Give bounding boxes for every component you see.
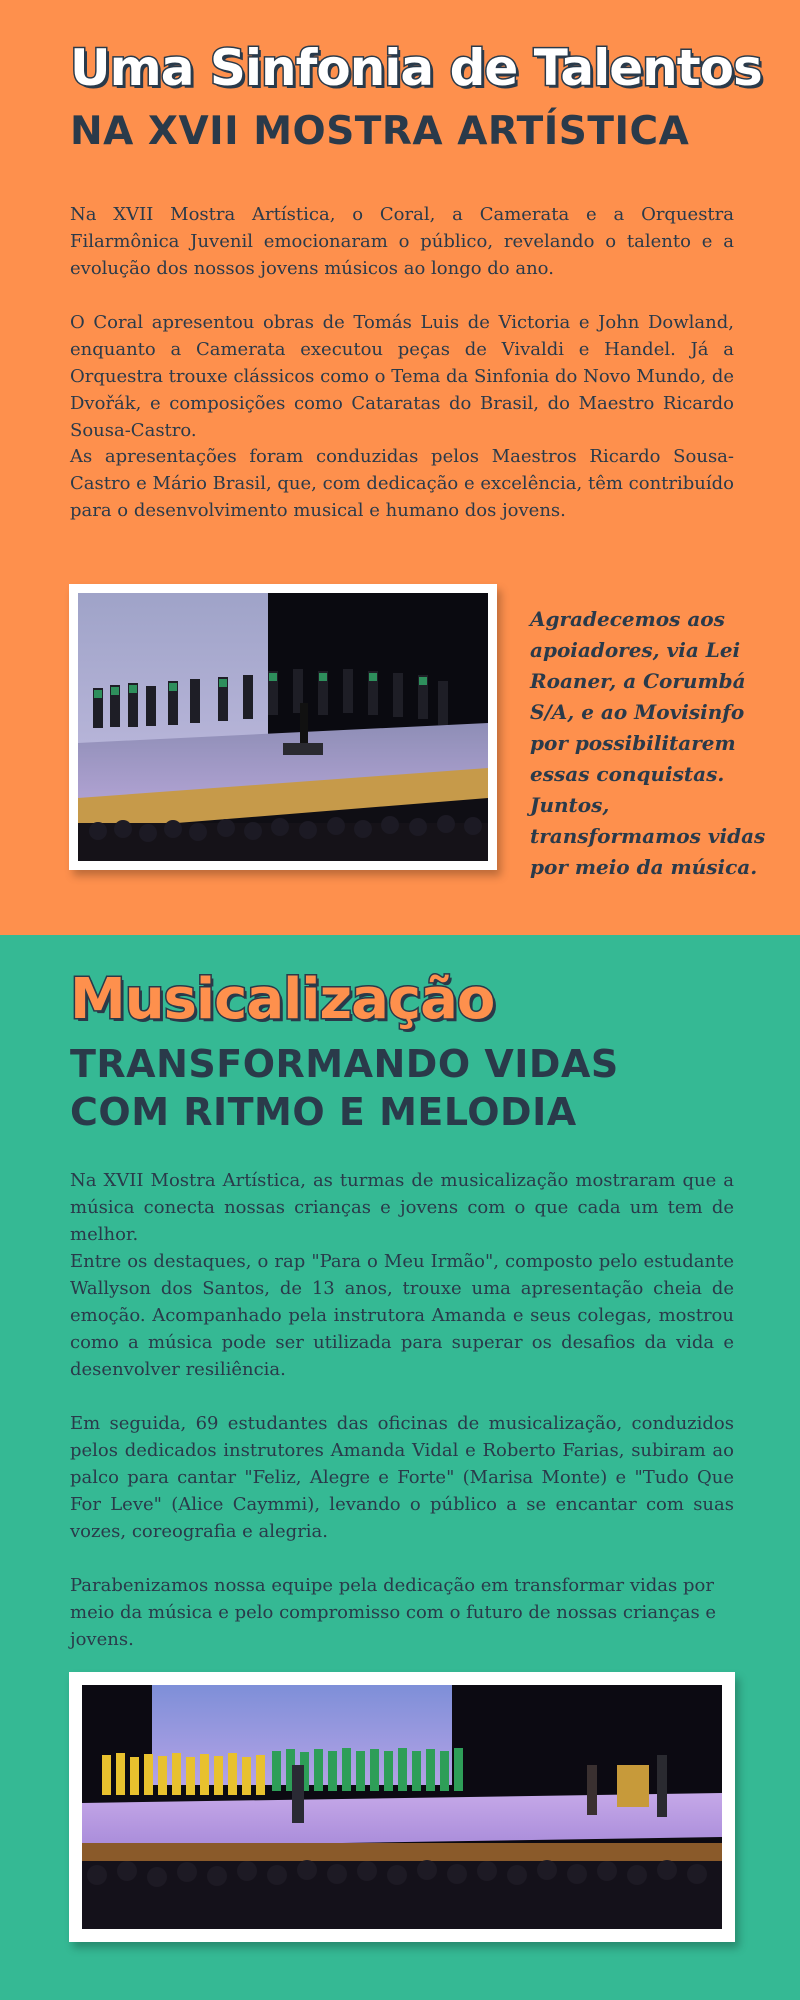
orchestra-photo-frame	[69, 584, 497, 870]
section2-paragraph-1: Na XVII Mostra Artística, as turmas de musicalização mostraram que a música conecta nossas crianças e jovens com o que cada um tem de melhor.	[70, 1170, 734, 1245]
thanks-note: Agradecemos aos apoiadores, via Lei Roaner, a Corumbá S/A, e ao Movisinfo por possibilitarem essas conquistas. Juntos, transformamos vidas por meio da música.	[530, 607, 766, 879]
section2-subtitle-line1: TRANSFORMANDO VIDAS	[70, 1042, 619, 1086]
section2-paragraph-3: Em seguida, 69 estudantes das oficinas de musicalização, conduzidos pelos dedicados instrutores Amanda Vidal e Roberto Farias, subiram ao palco para cantar "Feliz, Alegre e Forte" (Marisa Monte) e "Tudo Que For Leve" (Alice Caymmi), levando o público a se encantar com suas vozes, coreografia e alegria.	[70, 1413, 734, 1542]
choir-photo-frame	[69, 1672, 735, 1942]
section2-title: Musicalização	[70, 967, 495, 1032]
section1-title: Uma Sinfonia de Talentos	[70, 39, 762, 97]
choir-photo	[82, 1685, 722, 1929]
section1-subtitle: NA XVII MOSTRA ARTÍSTICA	[70, 109, 690, 154]
orchestra-photo	[78, 593, 488, 861]
section2-subtitle-line2: COM RITMO E MELODIA	[70, 1090, 577, 1134]
section1-paragraph-3: As apresentações foram conduzidas pelos Maestros Ricardo Sousa-Castro e Mário Brasil, que, com dedicação e excelência, têm contribuído para o desenvolvimento musical e humano dos jovens.	[70, 446, 734, 521]
section2-paragraph-2: Entre os destaques, o rap "Para o Meu Irmão", composto pelo estudante Wallyson dos Santos, de 13 anos, trouxe uma apresentação cheia de emoção. Acompanhado pela instrutora Amanda e seus colegas, mostrou como a música pode ser utilizada para superar os desafios da vida e desenvolver resiliência.	[70, 1251, 734, 1380]
section1-paragraph-2: O Coral apresentou obras de Tomás Luis de Victoria e John Dowland, enquanto a Camerata executou peças de Vivaldi e Handel. Já a Orquestra trouxe clássicos como o Tema da Sinfonia do Novo Mundo, de Dvořák, e composições como Cataratas do Brasil, do Maestro Ricardo Sousa-Castro.	[70, 312, 734, 441]
section2-paragraph-4: Parabenizamos nossa equipe pela dedicação em transformar vidas por meio da música e pelo compromisso com o futuro de nossas crianças e jovens.	[70, 1575, 717, 1650]
section1-paragraph-1: Na XVII Mostra Artística, o Coral, a Camerata e a Orquestra Filarmônica Juvenil emocionaram o público, revelando o talento e a evolução dos nossos jovens músicos ao longo do ano.	[70, 204, 734, 279]
